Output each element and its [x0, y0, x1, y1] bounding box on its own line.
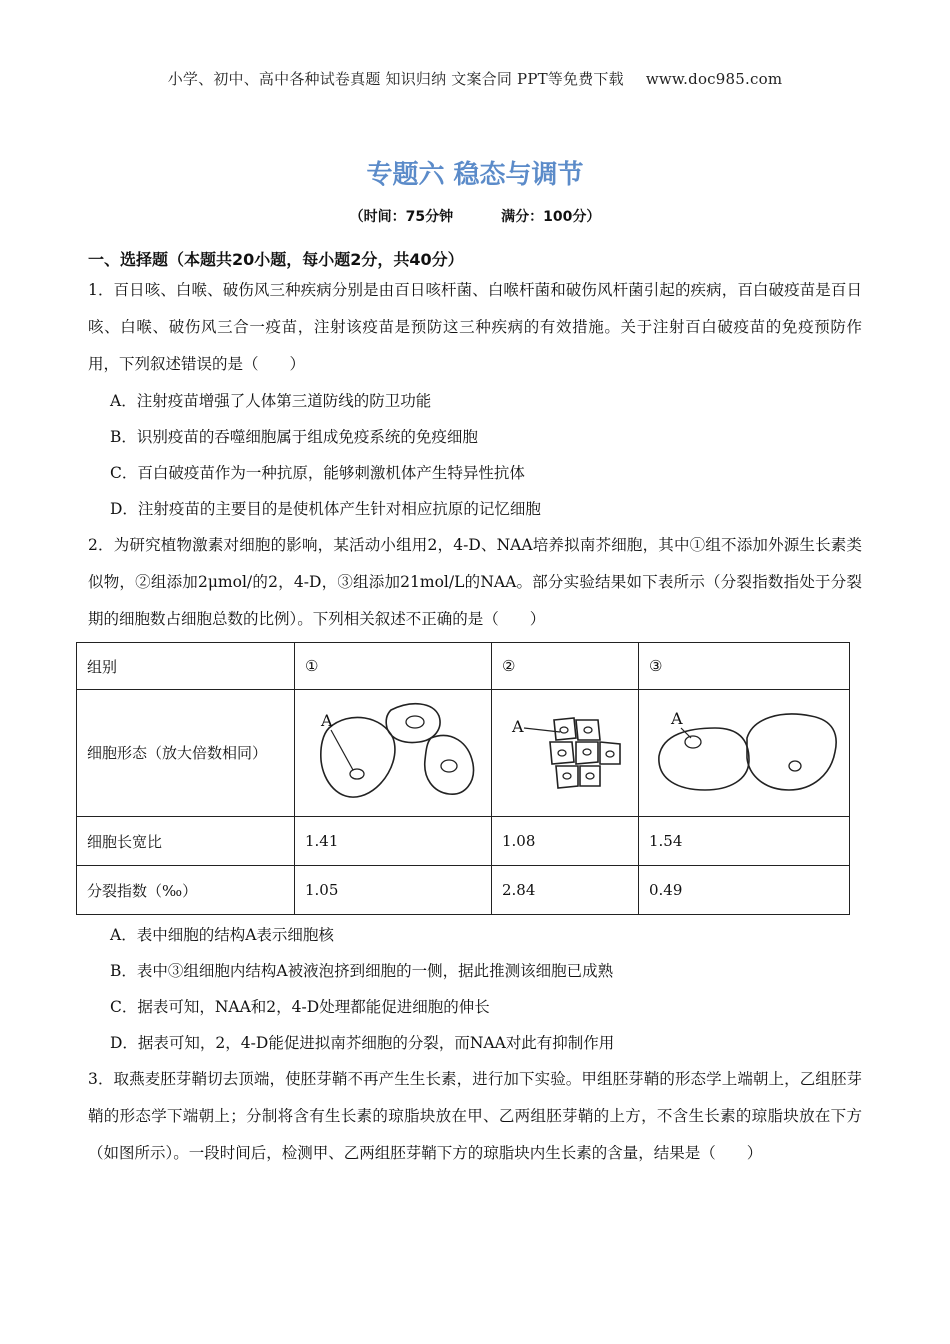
nucleus [558, 750, 566, 756]
table-cell: 1.08 [492, 817, 639, 866]
cell-outline [556, 766, 578, 788]
cell-outline [386, 704, 440, 743]
nucleus [586, 773, 594, 779]
question-2-option-d: D．据表可知，2，4-D能促进拟南芥细胞的分裂，而NAA对此有抑制作用 [110, 1034, 615, 1052]
table-header-cell: ① [295, 643, 492, 690]
cell-outline [659, 728, 749, 790]
header-url[interactable]: www.doc985.com [645, 70, 783, 88]
nucleus [606, 751, 614, 757]
exam-time: （时间：75分钟 [349, 209, 454, 225]
nucleus [560, 727, 568, 733]
table-header-cell: ② [492, 643, 639, 690]
cell-outline [550, 742, 574, 764]
question-2-option-b: B．表中③组细胞内结构A被液泡挤到细胞的一侧，据此推测该细胞已成熟 [110, 962, 614, 980]
question-3-stem: 3．取燕麦胚芽鞘切去顶端，使胚芽鞘不再产生生长素，进行加下实验。甲组胚芽鞘的形态学上端朝上，乙组胚芽鞘的形态学下端朝上；分制将含有生长素的琼脂块放在甲、乙两组胚芽鞘的上方，不含生长素的琼脂块放在下方（如图所示）。一段时间后，检测甲、乙两组胚芽鞘下方的琼脂块内生长素的含量，结果是（ ） [88, 1070, 862, 1162]
question-2-option-a: A．表中细胞的结构A表示细胞核 [110, 926, 334, 944]
page-header [0, 68, 950, 89]
cell-outline [600, 742, 620, 764]
nucleus [563, 773, 571, 779]
table-cell: 1.05 [295, 866, 492, 915]
nucleus [406, 716, 424, 728]
cell-outline [576, 742, 598, 764]
nucleus [789, 761, 801, 771]
cell-diagram-group-1 [305, 698, 481, 808]
cell-diagram-group-2 [502, 698, 628, 808]
question-1-option-d: D．注射疫苗的主要目的是使机体产生针对相应抗原的记忆细胞 [110, 500, 541, 518]
question-1-option-b: B．识别疫苗的吞噬细胞属于组成免疫系统的免疫细胞 [110, 428, 478, 446]
nucleus [583, 749, 591, 755]
cell-outline [425, 736, 474, 795]
section-heading: 一、选择题（本题共20小题，每小题2分，共40分） [88, 250, 464, 269]
cell-diagram-group-3 [649, 698, 839, 808]
table-row [77, 866, 850, 915]
page-title: 专题六 稳态与调节 [366, 160, 584, 190]
cell-outline [554, 718, 576, 740]
cell-outline [576, 720, 600, 740]
table-row [77, 817, 850, 866]
nucleus [584, 727, 592, 733]
table-row-morphology [77, 690, 850, 817]
structure-a-label: A [512, 717, 524, 736]
question-1-option-c: C．百白破疫苗作为一种抗原，能够刺激机体产生特异性抗体 [110, 464, 525, 482]
label-leader-line [331, 730, 353, 770]
table-row-label: 分裂指数（‰） [77, 866, 295, 915]
cell-outline [747, 714, 836, 790]
question-1-option-a: A．注射疫苗增强了人体第三道防线的防卫功能 [110, 392, 432, 410]
table-cell: 1.54 [639, 817, 850, 866]
nucleus [350, 769, 364, 779]
question-2-stem: 2．为研究植物激素对细胞的影响，某活动小组用2，4-D、NAA培养拟南芥细胞，其中①组不添加外源生长素类似物，②组添加2μmol/的2，4-D，③组添加21mol/L的NAA。部分实验结果如下表所示（分裂指数指处于分裂期的细胞数占细胞总数的比例）。下列相关叙述不正确的是（ ） [88, 536, 862, 628]
table-header-cell: 组别 [77, 643, 295, 690]
nucleus [685, 736, 701, 748]
question-2-option-c: C．据表可知，NAA和2，4-D处理都能促进细胞的伸长 [110, 998, 490, 1016]
cell-outline [580, 766, 600, 786]
question-1-stem: 1．百日咳、白喉、破伤风三种疾病分别是由百日咳杆菌、白喉杆菌和破伤风杆菌引起的疾病，百白破疫苗是百日咳、白喉、破伤风三合一疫苗，注射该疫苗是预防这三种疾病的有效措施。关于注射百白破疫苗的免疫预防作用，下列叙述错误的是（ ） [88, 281, 862, 373]
structure-a-label: A [671, 709, 683, 728]
table-header-row [77, 643, 850, 690]
table-row-label: 细胞长宽比 [77, 817, 295, 866]
table-cell: 1.41 [295, 817, 492, 866]
exam-info [0, 206, 950, 226]
table-row-label: 细胞形态（放大倍数相同） [87, 744, 268, 762]
table-header-cell: ③ [639, 643, 850, 690]
nucleus [441, 760, 457, 772]
results-table [76, 642, 850, 915]
table-cell: 2.84 [492, 866, 639, 915]
exam-score: 满分：100分） [501, 209, 601, 225]
header-text: 小学、初中、高中各种试卷真题 知识归纳 文案合同 PPT等免费下载 [167, 70, 624, 88]
table-cell: 0.49 [639, 866, 850, 915]
structure-a-label: A [321, 711, 333, 730]
question-list [88, 272, 862, 1172]
